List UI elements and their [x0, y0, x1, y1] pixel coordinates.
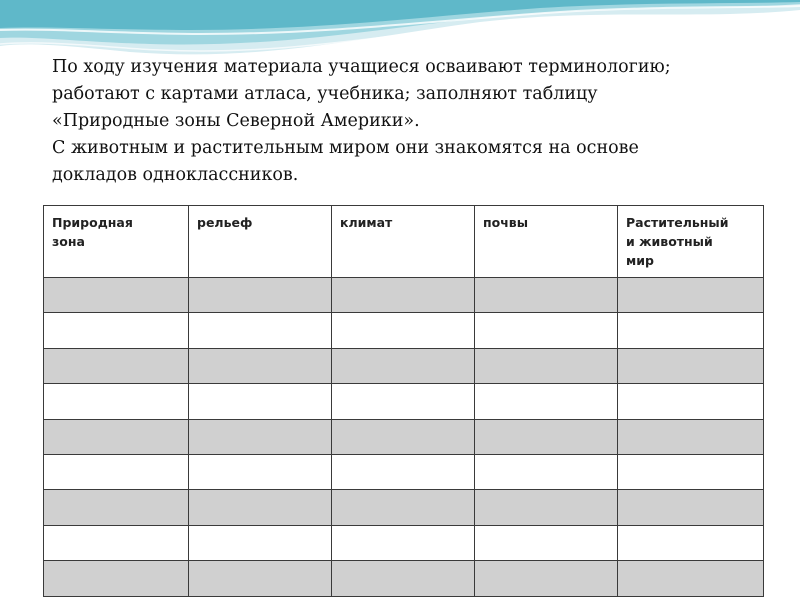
table-cell[interactable]: [44, 454, 189, 489]
table-row: [44, 278, 764, 313]
table-cell[interactable]: [475, 278, 618, 313]
table-cell[interactable]: [475, 490, 618, 525]
table-cell[interactable]: [44, 525, 189, 560]
table-cell[interactable]: [332, 313, 475, 348]
table-header-row: [44, 206, 764, 278]
header-line: Растительный: [626, 215, 729, 230]
table-row: [44, 419, 764, 454]
table-cell[interactable]: [332, 278, 475, 313]
table-cell[interactable]: [44, 348, 189, 383]
table-cell[interactable]: [618, 348, 764, 383]
table-row: [44, 525, 764, 560]
header-soils: [475, 206, 618, 278]
table-cell[interactable]: [332, 348, 475, 383]
table-cell[interactable]: [475, 348, 618, 383]
table-cell[interactable]: [475, 419, 618, 454]
paragraph-2-line: докладов одноклассников.: [52, 165, 299, 185]
header-line: зона: [52, 234, 85, 249]
table-cell[interactable]: [332, 525, 475, 560]
table-cell[interactable]: [618, 384, 764, 419]
table-cell[interactable]: [618, 561, 764, 596]
table-cell[interactable]: [618, 278, 764, 313]
table-cell[interactable]: [44, 278, 189, 313]
table-body: [44, 278, 764, 597]
paragraph-1-line: «Природные зоны Северной Америки».: [52, 111, 420, 131]
header-line: мир: [626, 253, 654, 268]
header-natural-zone: [44, 206, 189, 278]
table-row: [44, 384, 764, 419]
table-cell[interactable]: [618, 313, 764, 348]
table-cell[interactable]: [189, 384, 332, 419]
table-cell[interactable]: [475, 313, 618, 348]
table-row: [44, 454, 764, 489]
header-line: почвы: [483, 215, 529, 230]
paragraph-1-line: работают с картами атласа, учебника; заполняют таблицу: [52, 84, 598, 104]
table-row: [44, 490, 764, 525]
table-cell[interactable]: [618, 454, 764, 489]
table-cell[interactable]: [189, 490, 332, 525]
header-line: климат: [340, 215, 393, 230]
table-cell[interactable]: [189, 525, 332, 560]
body-text: [52, 54, 752, 189]
natural-zones-table: [43, 205, 764, 597]
header-line: и животный: [626, 234, 713, 249]
table-cell[interactable]: [618, 419, 764, 454]
header-flora-fauna: [618, 206, 764, 278]
table-cell[interactable]: [332, 490, 475, 525]
table-cell[interactable]: [44, 490, 189, 525]
table-cell[interactable]: [44, 384, 189, 419]
table-cell[interactable]: [332, 561, 475, 596]
table-cell[interactable]: [189, 561, 332, 596]
table-cell[interactable]: [618, 525, 764, 560]
table-cell[interactable]: [44, 313, 189, 348]
table-cell[interactable]: [332, 454, 475, 489]
table-cell[interactable]: [189, 348, 332, 383]
table-row: [44, 313, 764, 348]
table-cell[interactable]: [44, 561, 189, 596]
header-line: Природная: [52, 215, 133, 230]
table-cell[interactable]: [189, 278, 332, 313]
paragraph-2-line: С животным и растительным миром они знакомятся на основе: [52, 138, 639, 158]
header-relief: [189, 206, 332, 278]
header-line: рельеф: [197, 215, 253, 230]
header-climate: [332, 206, 475, 278]
table-cell[interactable]: [475, 561, 618, 596]
table-row: [44, 348, 764, 383]
table-cell[interactable]: [44, 419, 189, 454]
paragraph-1-line: По ходу изучения материала учащиеся осваивают терминологию;: [52, 57, 671, 77]
table-cell[interactable]: [475, 454, 618, 489]
table-cell[interactable]: [332, 384, 475, 419]
table-cell[interactable]: [189, 454, 332, 489]
paragraph-1: [52, 54, 752, 135]
table-cell[interactable]: [618, 490, 764, 525]
table-row: [44, 561, 764, 596]
table-cell[interactable]: [475, 384, 618, 419]
table-cell[interactable]: [332, 419, 475, 454]
table-cell[interactable]: [189, 419, 332, 454]
table-cell[interactable]: [189, 313, 332, 348]
table-cell[interactable]: [475, 525, 618, 560]
paragraph-2: [52, 135, 752, 189]
